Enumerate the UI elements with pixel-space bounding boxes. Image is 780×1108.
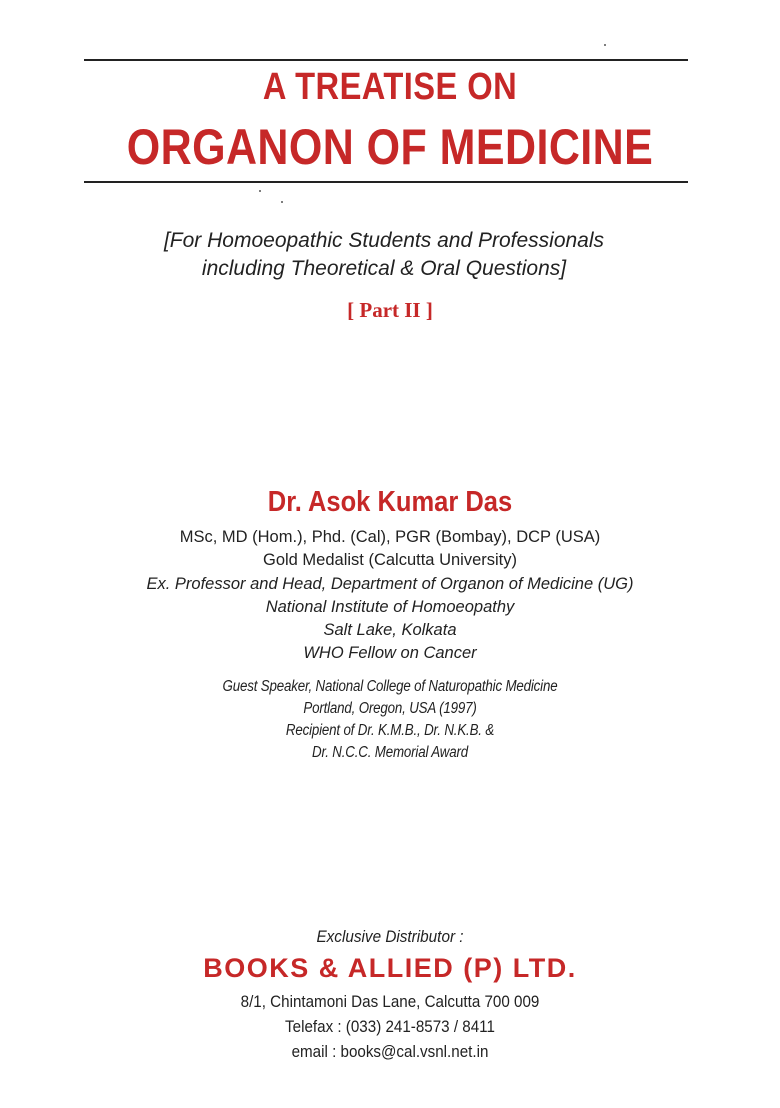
subtitle-line-1: [For Homoeopathic Students and Professionals xyxy=(163,229,605,252)
author-location: Salt Lake, Kolkata xyxy=(323,621,457,639)
author-credentials: MSc, MD (Hom.), Phd. (Cal), PGR (Bombay), DCP (USA) xyxy=(179,528,601,546)
scan-speck xyxy=(259,190,261,192)
author-name: Dr. Asok Kumar Das xyxy=(267,486,513,518)
author-honor: Dr. N.C.C. Memorial Award xyxy=(312,744,468,761)
distributor-label: Exclusive Distributor : xyxy=(316,927,464,946)
publisher-name: BOOKS & ALLIED (P) LTD. xyxy=(203,953,577,983)
author-position: Ex. Professor and Head, Department of Organon of Medicine (UG) xyxy=(146,575,634,593)
author-honor: Portland, Oregon, USA (1997) xyxy=(303,700,477,717)
part-label: [ Part II ] xyxy=(347,298,433,322)
author-award: Gold Medalist (Calcutta University) xyxy=(263,551,517,569)
scan-speck xyxy=(281,201,283,203)
publisher-address: 8/1, Chintamoni Das Lane, Calcutta 700 009 xyxy=(240,993,540,1011)
top-rule xyxy=(84,59,688,61)
subtitle-line-2: including Theoretical & Oral Questions] xyxy=(201,257,567,280)
publisher-telefax: Telefax : (033) 241-8573 / 8411 xyxy=(285,1018,495,1036)
author-honor: Guest Speaker, National College of Naturopathic Medicine xyxy=(222,678,558,695)
author-honor: Recipient of Dr. K.M.B., Dr. N.K.B. & xyxy=(285,722,495,739)
bottom-rule xyxy=(84,181,688,183)
author-fellowship: WHO Fellow on Cancer xyxy=(303,644,477,662)
title-line-2: ORGANON OF MEDICINE xyxy=(126,119,654,175)
author-institute: National Institute of Homoeopathy xyxy=(265,598,515,616)
scan-speck xyxy=(604,44,606,46)
publisher-email: email : books@cal.vsnl.net.in xyxy=(291,1043,489,1061)
title-line-1: A TREATISE ON xyxy=(262,66,518,108)
